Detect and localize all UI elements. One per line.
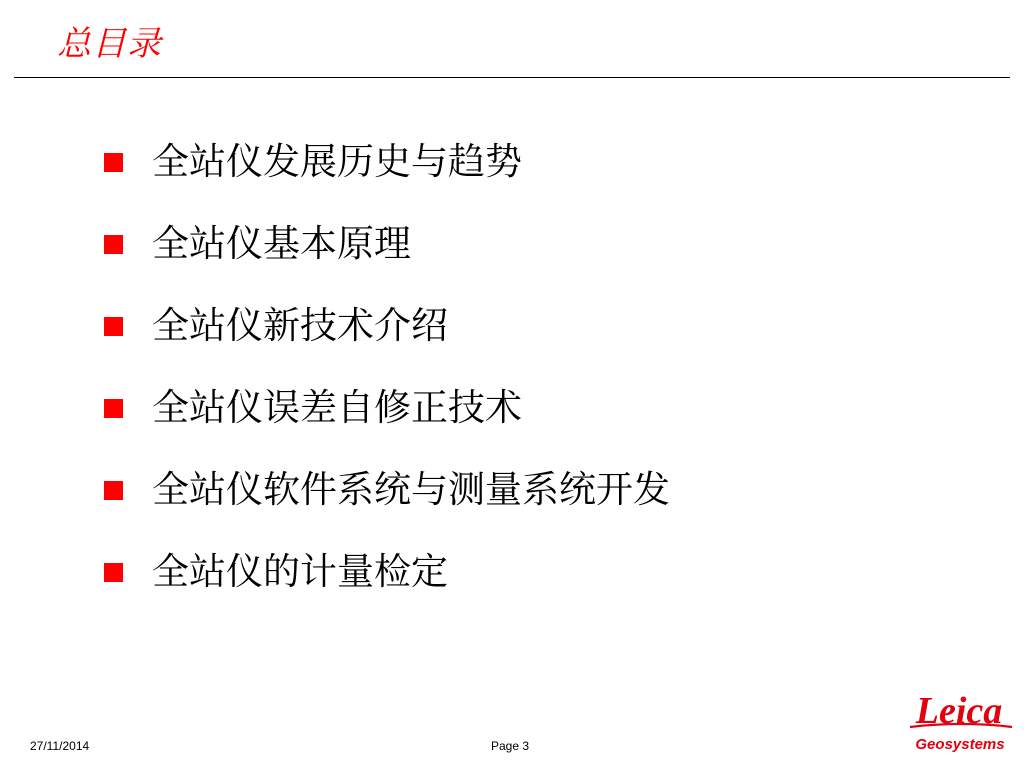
square-bullet-icon	[104, 563, 123, 582]
list-item-label: 全站仪发展历史与趋势	[152, 140, 522, 183]
list-item	[104, 383, 670, 465]
list-item	[104, 219, 670, 301]
slide-title: 总目录	[57, 24, 162, 64]
list-item-label: 全站仪基本原理	[152, 222, 411, 265]
toc-list	[104, 137, 670, 629]
list-item	[104, 137, 670, 219]
footer-page-number: Page 3	[491, 739, 530, 753]
list-item-label: 全站仪软件系统与测量系统开发	[152, 468, 670, 511]
leica-logo-icon	[902, 683, 1016, 755]
list-item	[104, 465, 670, 547]
list-item	[104, 547, 670, 629]
square-bullet-icon	[104, 481, 123, 500]
logo-tagline-text: Geosystems	[915, 736, 1005, 753]
logo-brand-text: Leica	[915, 690, 1003, 732]
square-bullet-icon	[104, 317, 123, 336]
square-bullet-icon	[104, 235, 123, 254]
list-item	[104, 301, 670, 383]
list-item-label: 全站仪误差自修正技术	[152, 386, 522, 429]
square-bullet-icon	[104, 153, 123, 172]
square-bullet-icon	[104, 399, 123, 418]
footer-date: 27/11/2014	[30, 739, 90, 753]
list-item-label: 全站仪的计量检定	[152, 550, 448, 593]
title-divider	[14, 77, 1010, 78]
list-item-label: 全站仪新技术介绍	[152, 304, 448, 347]
